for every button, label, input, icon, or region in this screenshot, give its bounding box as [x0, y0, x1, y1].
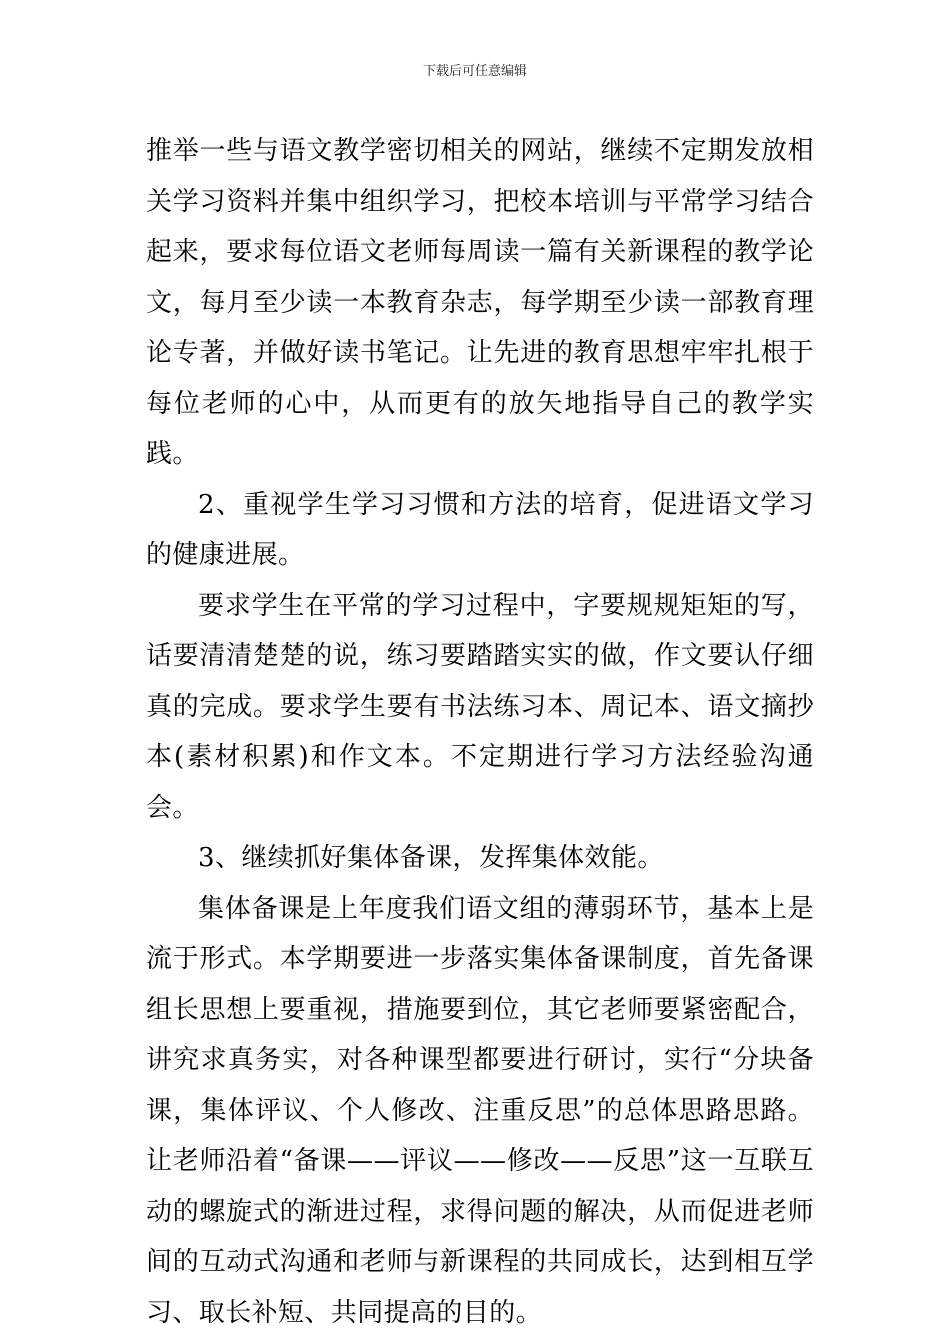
page-header: 下载后可任意编辑 [422, 64, 527, 79]
paragraph-resources: 推举一些与语文教学密切相关的网站，继续不定期发放相关学习资料并集中组织学习，把校本培训与平常学习结合起来，要求每位语文老师每周读一篇有关新课程的教学论文，每月至少读一本教育杂志，每学期至少读一部教育理论专著，并做好读书笔记。让先进的教育思想牢牢扎根于每位老师的心中，从而更有的放矢地指导自己的教学实践。 [146, 136, 814, 469]
paragraph-heading-lesson-prep: 3、继续抓好集体备课，发挥集体效能。 [198, 843, 664, 873]
document-body [146, 126, 814, 1338]
paragraph-student-requirements: 要求学生在平常的学习过程中，字要规规矩矩的写，话要清清楚楚的说，练习要踏踏实实的做，作文要认仔细真的完成。要求学生要有书法练习本、周记本、语文摘抄本(素材积累)和作文本。不定期进行学习方法经验沟通会。 [146, 590, 814, 823]
paragraph-heading-habits: 2、重视学生学习习惯和方法的培育，促进语文学习的健康进展。 [146, 489, 814, 570]
paragraph-collective-prep: 集体备课是上年度我们语文组的薄弱环节，基本上是流于形式。本学期要进一步落实集体备课制度，首先备课组长思想上要重视，措施要到位，其它老师要紧密配合，讲究求真务实，对各种课型都要进行研讨，实行“分块备课，集体评议、个人修改、注重反思”的总体思路思路。让老师沿着“备课——评议——修改——反思”这一互联互动的螺旋式的渐进过程，求得问题的解决，从而促进老师间的互动式沟通和老师与新课程的共同成长，达到相互学习、取长补短、共同提高的目的。 [146, 893, 814, 1328]
